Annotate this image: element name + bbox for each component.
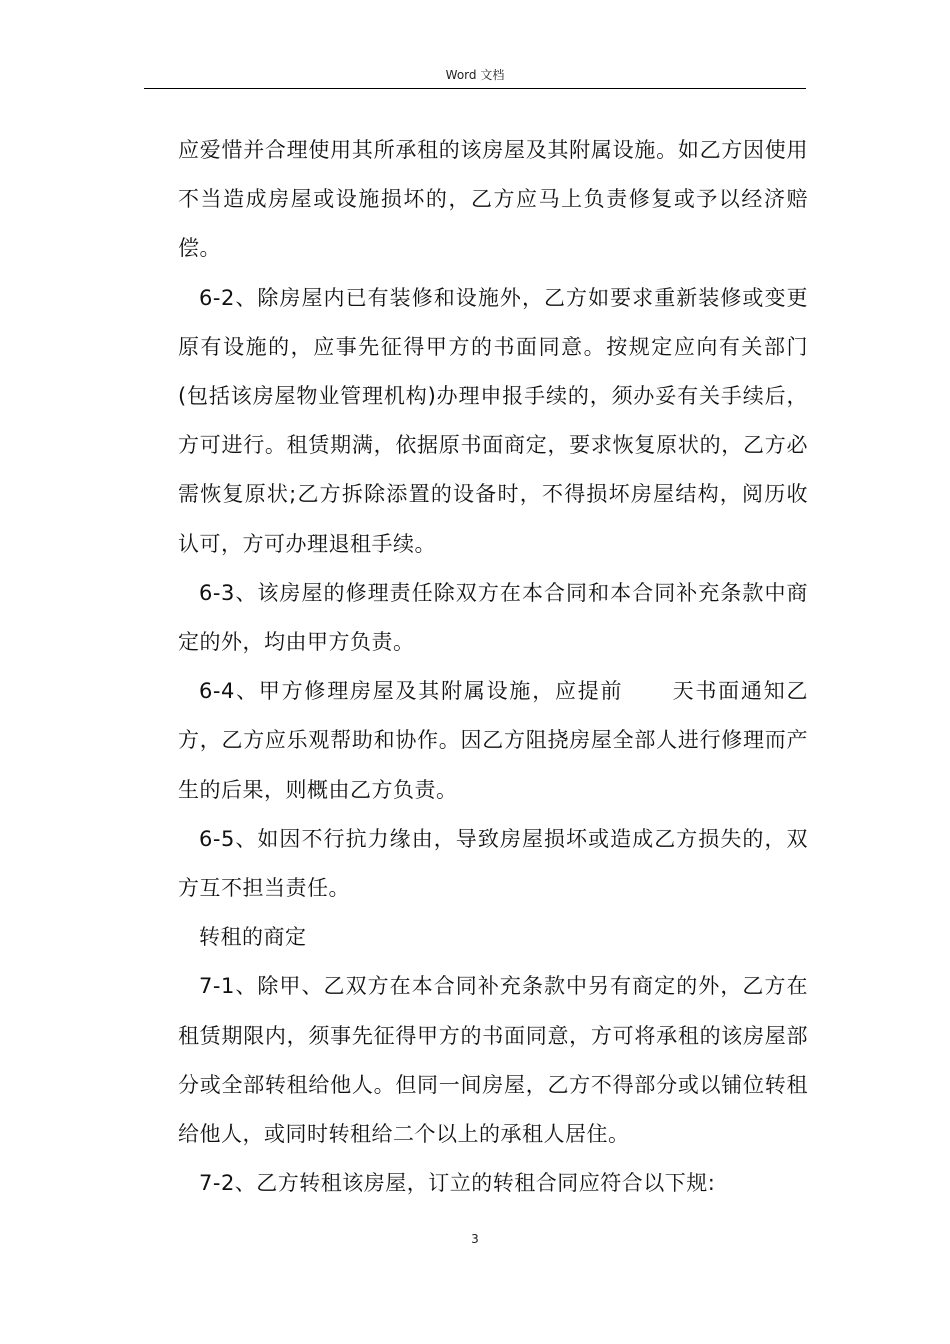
section-heading-sublease: 转租的商定 — [199, 925, 307, 950]
paragraph-6-4 — [178, 667, 808, 815]
paragraph-6-4-start: 6-4、甲方修理房屋及其附属设施，应提前 — [199, 679, 624, 704]
paragraph-6-2: 6-2、除房屋内已有装修和设施外，乙方如要求重新装修或变更原有设施的，应事先征得甲方的书面同意。按规定应向有关部门(包括该房屋物业管理机构)办理申报手续的，须办妥有关手续后，方可进行。租赁期满，依据原书面商定，要求恢复原状的，乙方必需恢复原状;乙方拆除添置的设备时，不得损坏房屋结构，阅历收认可，方可办理退租手续。 — [178, 285, 808, 556]
paragraph-7-2: 7-2、乙方转租该房屋，订立的转租合同应符合以下规: — [199, 1171, 716, 1196]
paragraph-6-3: 6-3、该房屋的修理责任除双方在本合同和本合同补充条款中商定的外，均由甲方负责。 — [178, 580, 808, 655]
page-number: 3 — [471, 1232, 479, 1246]
paragraph-6-5: 6-5、如因不行抗力缘由，导致房屋损坏或造成乙方损失的，双方互不担当责任。 — [178, 826, 808, 901]
paragraph-6-4-end: 天书面通知乙方，乙方应乐观帮助和协作。因乙方阻挠房屋全部人进行修理而产生的后果，则概由乙方负责。 — [178, 679, 808, 802]
paragraph-6-1-continued: 应爱惜并合理使用其所承租的该房屋及其附属设施。如乙方因使用不当造成房屋或设施损坏的，乙方应马上负责修复或予以经济赔偿。 — [178, 138, 808, 261]
page-header: Word 文档 — [445, 68, 505, 82]
header-divider — [144, 88, 806, 89]
document-body — [178, 126, 808, 1208]
paragraph-7-1: 7-1、除甲、乙双方在本合同补充条款中另有商定的外，乙方在租赁期限内，须事先征得甲方的书面同意，方可将承租的该房屋部分或全部转租给他人。但同一间房屋，乙方不得部分或以铺位转租给他人，或同时转租给二个以上的承租人居住。 — [178, 974, 808, 1147]
